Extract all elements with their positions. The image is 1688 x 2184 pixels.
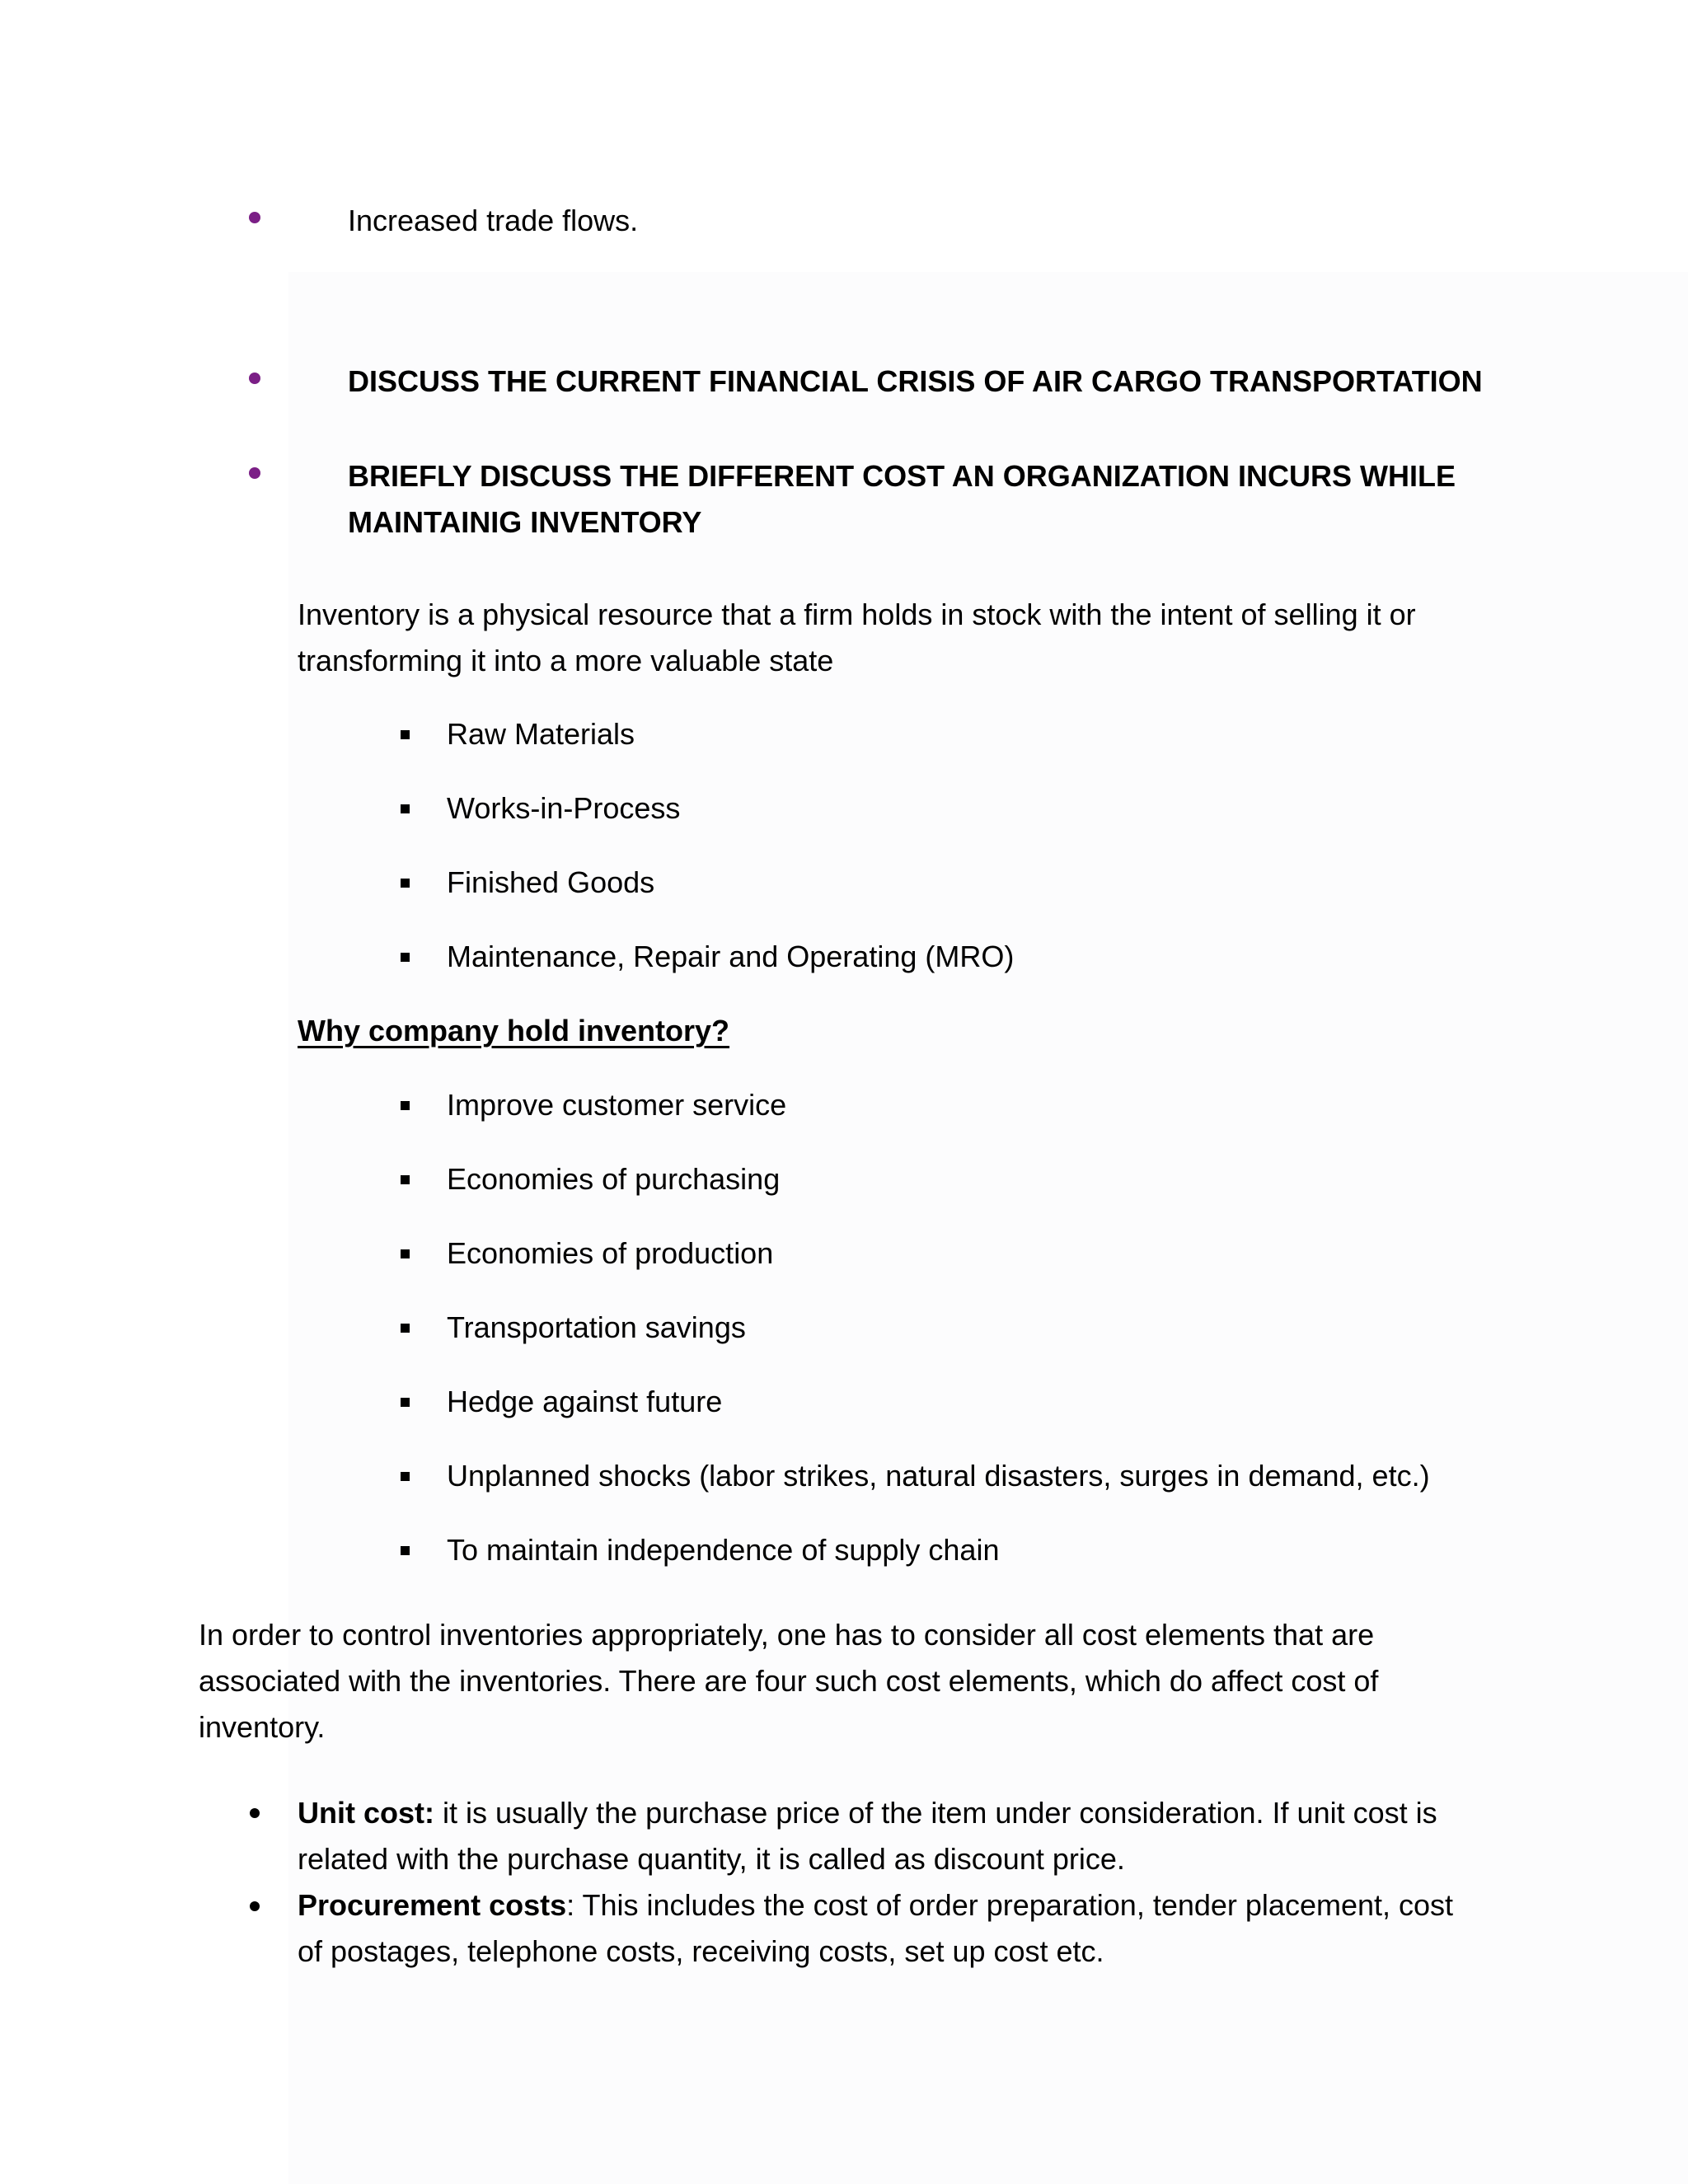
cost-item-line2: related with the purchase quantity, it is called as discount price. [298, 1842, 1125, 1876]
list-item: Raw Materials [447, 717, 635, 751]
purple-bullet-icon [249, 212, 260, 223]
cost-description: : This includes the cost of order preparation, tender placement, cost [566, 1888, 1454, 1922]
list-item: Economies of production [447, 1236, 774, 1270]
section-heading: DISCUSS THE CURRENT FINANCIAL CRISIS OF AIR CARGO TRANSPORTATION [348, 364, 1483, 398]
purple-bullet-icon [249, 373, 260, 384]
cost-intro-line3: inventory. [199, 1710, 326, 1744]
square-bullet-icon [401, 1101, 410, 1110]
list-item: To maintain independence of supply chain [447, 1533, 1000, 1567]
square-bullet-icon [401, 879, 410, 888]
list-item: Works-in-Process [447, 791, 681, 825]
why-heading: Why company hold inventory? [298, 1014, 730, 1047]
square-bullet-icon [401, 1324, 410, 1333]
square-bullet-icon [401, 1249, 410, 1258]
list-item: Maintenance, Repair and Operating (MRO) [447, 940, 1015, 973]
square-bullet-icon [401, 1472, 410, 1481]
list-item: Hedge against future [447, 1385, 723, 1418]
section-heading-line2: MAINTAINIG INVENTORY [348, 505, 702, 539]
cost-description: it is usually the purchase price of the item under consideration. If unit cost is [434, 1796, 1437, 1830]
cost-intro-line1: In order to control inventories appropriately, one has to consider all cost elements that are [199, 1618, 1375, 1652]
list-item: Finished Goods [447, 865, 655, 899]
square-bullet-icon [401, 953, 410, 962]
square-bullet-icon [401, 1175, 410, 1184]
cost-item-line2: of postages, telephone costs, receiving costs, set up cost etc. [298, 1934, 1104, 1968]
bullet-text: Increased trade flows. [348, 204, 639, 237]
cost-item-line1 [298, 1790, 1437, 1836]
square-bullet-icon [401, 1398, 410, 1407]
definition-line1: Inventory is a physical resource that a firm holds in stock with the intent of selling it or [298, 598, 1416, 631]
list-item: Unplanned shocks (labor strikes, natural disasters, surges in demand, etc.) [447, 1459, 1430, 1493]
list-item: Economies of purchasing [447, 1162, 781, 1196]
cost-intro-line2: associated with the inventories. There are four such cost elements, which do affect cost of [199, 1664, 1379, 1698]
cost-item-line1 [298, 1882, 1453, 1929]
section-heading-line1: BRIEFLY DISCUSS THE DIFFERENT COST AN ORGANIZATION INCURS WHILE [348, 459, 1456, 493]
square-bullet-icon [401, 1546, 410, 1555]
cost-term: Unit cost: [298, 1796, 434, 1830]
list-item: Improve customer service [447, 1088, 787, 1122]
black-bullet-icon [250, 1901, 260, 1911]
purple-bullet-icon [249, 467, 260, 479]
square-bullet-icon [401, 730, 410, 739]
black-bullet-icon [250, 1808, 260, 1818]
cost-term: Procurement costs [298, 1888, 567, 1922]
square-bullet-icon [401, 804, 410, 813]
list-item: Transportation savings [447, 1310, 746, 1344]
definition-line2: transforming it into a more valuable state [298, 644, 834, 677]
